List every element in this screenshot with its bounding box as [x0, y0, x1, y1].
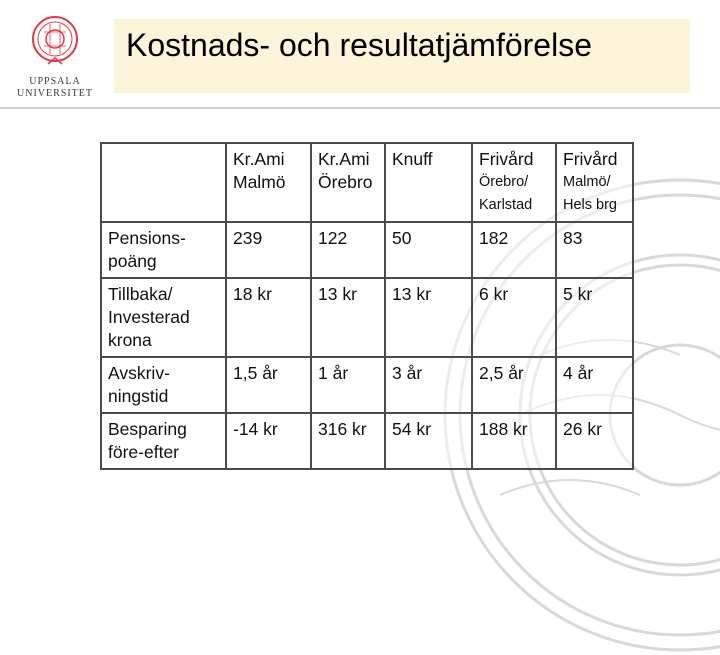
table-cell: 316 kr: [311, 413, 385, 469]
row-label: Pensions- poäng: [101, 222, 226, 278]
table-cell: 83: [556, 222, 633, 278]
table-cell: 2,5 år: [472, 357, 556, 413]
title-box: [114, 19, 690, 93]
logo-text-line2: UNIVERSITET: [17, 88, 93, 99]
header-cell: Frivård Örebro/ Karlstad: [472, 143, 556, 222]
title-divider: [0, 107, 720, 109]
table-cell: 1 år: [311, 357, 385, 413]
header-cell: Frivård Malmö/ Hels brg: [556, 143, 633, 222]
uppsala-university-logo: [14, 12, 96, 99]
table-cell: 6 kr: [472, 278, 556, 357]
row-label: Tillbaka/ Investerad krona: [101, 278, 226, 357]
header-cell: Kr.Ami Malmö: [226, 143, 311, 222]
table-cell: -14 kr: [226, 413, 311, 469]
table-cell: 13 kr: [385, 278, 472, 357]
table-cell: 13 kr: [311, 278, 385, 357]
slide-title: Kostnads- och resultatjämförelse: [126, 27, 592, 63]
table-cell: 50: [385, 222, 472, 278]
table-cell: 3 år: [385, 357, 472, 413]
row-label: Besparing före-efter: [101, 413, 226, 469]
table-cell: 4 år: [556, 357, 633, 413]
table-row: [101, 357, 633, 413]
table-cell: 26 kr: [556, 413, 633, 469]
header-cell: [101, 143, 226, 222]
table-cell: 188 kr: [472, 413, 556, 469]
comparison-table: [100, 142, 634, 470]
table-cell: 1,5 år: [226, 357, 311, 413]
table-cell: 239: [226, 222, 311, 278]
table-cell: 122: [311, 222, 385, 278]
row-label: Avskriv- ningstid: [101, 357, 226, 413]
table-cell: 54 kr: [385, 413, 472, 469]
header-cell: Kr.Ami Örebro: [311, 143, 385, 222]
table-row: [101, 278, 633, 357]
table-cell: 182: [472, 222, 556, 278]
table-header-row: [101, 143, 633, 222]
table-row: [101, 222, 633, 278]
table-row: [101, 413, 633, 469]
header-cell: Knuff: [385, 143, 472, 222]
logo-text-line1: UPPSALA: [29, 76, 81, 87]
table-cell: 5 kr: [556, 278, 633, 357]
table-cell: 18 kr: [226, 278, 311, 357]
university-seal-icon: [30, 12, 80, 70]
